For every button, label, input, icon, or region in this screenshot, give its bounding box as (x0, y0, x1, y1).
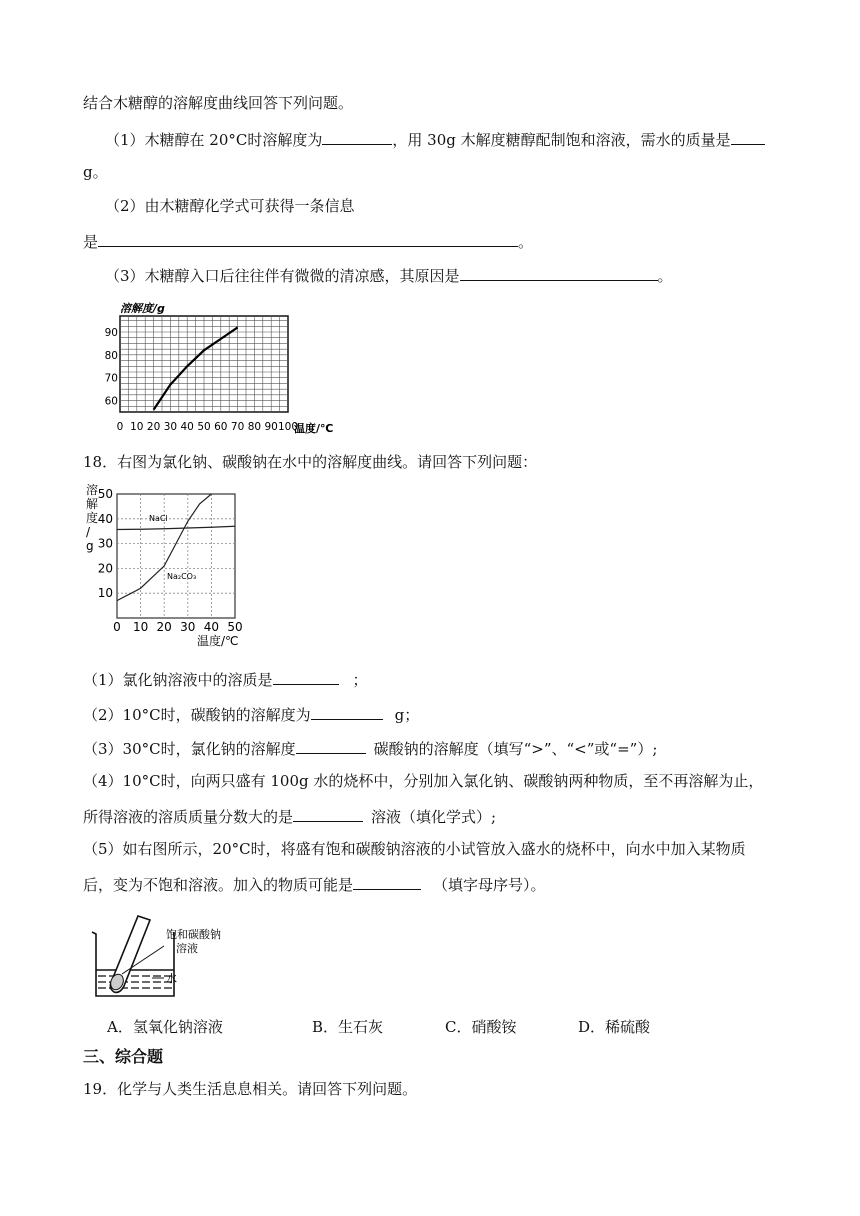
answer-blank[interactable] (322, 128, 392, 145)
q18-part5-cont (83, 873, 546, 895)
q19-stem: 19．化学与人类生活息息相关。请回答下列问题。 (83, 1080, 418, 1098)
option-d[interactable]: D．稀硫酸 (578, 1018, 651, 1036)
x-tick-label: 40 (203, 620, 220, 634)
y-axis-label: 溶解度/ g (86, 483, 99, 553)
q17-part1-cont: g。 (83, 163, 108, 181)
x-tick-label: 10 (132, 620, 149, 634)
y-axis-label: 溶解度/g (120, 302, 165, 315)
x-tick-label: 40 (180, 421, 194, 433)
q18-p2-text-a: （2）10°C时，碳酸钠的溶解度为 (83, 706, 311, 724)
q18-part2 (83, 703, 419, 725)
q17-p3-text-b: 。 (657, 267, 673, 285)
q17-p3-text-a: （3）木糖醇入口后往往伴有微微的清凉感，其原因是 (105, 267, 460, 285)
q17-part1 (105, 128, 765, 150)
q17-part2: （2）由木糖醇化学式可获得一条信息 (105, 197, 355, 215)
q18-stem: 18．右图为氯化钠、碳酸钠在水中的溶解度曲线。请回答下列问题： (83, 453, 538, 471)
x-tick-label: 20 (156, 620, 172, 634)
tube-label-2: 溶液 (176, 942, 198, 955)
tube-label: 饱和碳酸钠 (166, 928, 221, 941)
q17-p1-text-b: ，用 30g 木解度糖醇配制饱和溶液，需水的质量是 (392, 131, 731, 149)
chart-grid (120, 316, 288, 412)
q17-p1-text-a: （1）木糖醇在 20°C时溶解度为 (105, 131, 323, 149)
answer-blank[interactable] (293, 805, 363, 822)
na2co3-label: Na₂CO₃ (167, 572, 197, 581)
x-tick-label: 60 (214, 421, 228, 433)
x-tick-label: 20 (146, 421, 161, 433)
answer-blank[interactable] (311, 703, 383, 720)
option-b[interactable]: B．生石灰 (312, 1018, 384, 1036)
q17-part3 (105, 264, 673, 286)
answer-blank[interactable] (353, 873, 421, 890)
x-tick-label: 80 (247, 421, 262, 433)
x-tick-label: 100 (277, 421, 299, 433)
answer-blank[interactable] (98, 230, 518, 247)
q18-part4-cont (83, 805, 496, 827)
y-tick-label: 80 (104, 349, 118, 362)
q18-p3-text-a: （3）30°C时，氯化钠的溶解度 (83, 740, 296, 758)
q17-p2-text-b: 是 (83, 233, 99, 251)
q18-part1 (83, 668, 368, 690)
nacl-curve (117, 526, 235, 529)
y-tick-label: 70 (104, 372, 118, 385)
y-tick-label: 20 (97, 561, 113, 576)
nacl-label: NaCl (149, 514, 168, 523)
beaker-test-tube-illustration (90, 912, 260, 1002)
x-tick-label: 50 (197, 421, 211, 433)
q18-part3 (83, 737, 657, 759)
q18-p4-text-b: 所得溶液的溶质质量分数大的是 (83, 808, 294, 826)
y-tick-label: 10 (97, 586, 113, 601)
y-tick-label: 50 (97, 487, 113, 501)
x-axis-label: 温度/℃ (294, 422, 334, 435)
x-tick-label: 0 (116, 421, 124, 433)
y-tick-label: 60 (104, 395, 118, 408)
option-c[interactable]: C．硝酸铵 (445, 1018, 517, 1036)
q18-p1-text-a: （1）氯化钠溶液中的溶质是 (83, 671, 273, 689)
q18-p3-text-b: 碳酸钠的溶解度（填写“>”、“<”或“=”）; (373, 740, 658, 758)
y-tick-label: 40 (97, 511, 113, 526)
y-tick-label: 90 (104, 327, 118, 339)
x-axis-label: 温度/℃ (197, 634, 239, 648)
x-tick-label: 70 (230, 421, 245, 433)
nacl-na2co3-solubility-chart (83, 484, 255, 649)
answer-blank[interactable] (296, 737, 366, 754)
q18-p1-text-b: ； (352, 671, 368, 689)
option-a[interactable]: A．氢氧化钠溶液 (107, 1018, 223, 1036)
answer-blank[interactable] (273, 668, 339, 685)
y-tick-label: 30 (97, 536, 113, 551)
q17-part2-cont (83, 230, 533, 252)
answer-blank[interactable] (731, 128, 765, 145)
section-title: 三、综合题 (83, 1047, 164, 1066)
x-tick-label: 50 (227, 620, 243, 634)
xylitol-solubility-chart (106, 296, 336, 438)
q18-part4: （4）10°C时，向两只盛有 100g 水的烧杯中，分别加入氯化钠、碳酸钠两种物质，至不再溶解为止， (83, 772, 764, 790)
q18-p5-text-b: 后，变为不饱和溶液。加入的物质可能是 (83, 876, 354, 894)
intro-text: 结合木糖醇的溶解度曲线回答下列问题。 (83, 94, 354, 112)
answer-blank[interactable] (460, 264, 658, 281)
x-tick-label: 30 (180, 620, 196, 634)
q18-p5-text-c: （填字母序号）。 (433, 876, 546, 894)
q18-p2-text-b: g； (394, 706, 420, 724)
water-label: 水 (166, 972, 177, 985)
q18-part5: （5）如右图所示，20°C时，将盛有饱和碳酸钠溶液的小试管放入盛水的烧杯中，向水中加入某物质 (83, 840, 746, 858)
q18-p4-text-c: 溶液（填化学式）; (371, 808, 497, 826)
x-tick-label: 90 (264, 421, 278, 433)
chart-grid (117, 494, 235, 618)
x-tick-label: 10 (130, 421, 144, 433)
q17-p2-text-c: 。 (518, 233, 534, 251)
x-tick-label: 30 (163, 421, 178, 433)
x-tick-label: 0 (113, 620, 121, 634)
